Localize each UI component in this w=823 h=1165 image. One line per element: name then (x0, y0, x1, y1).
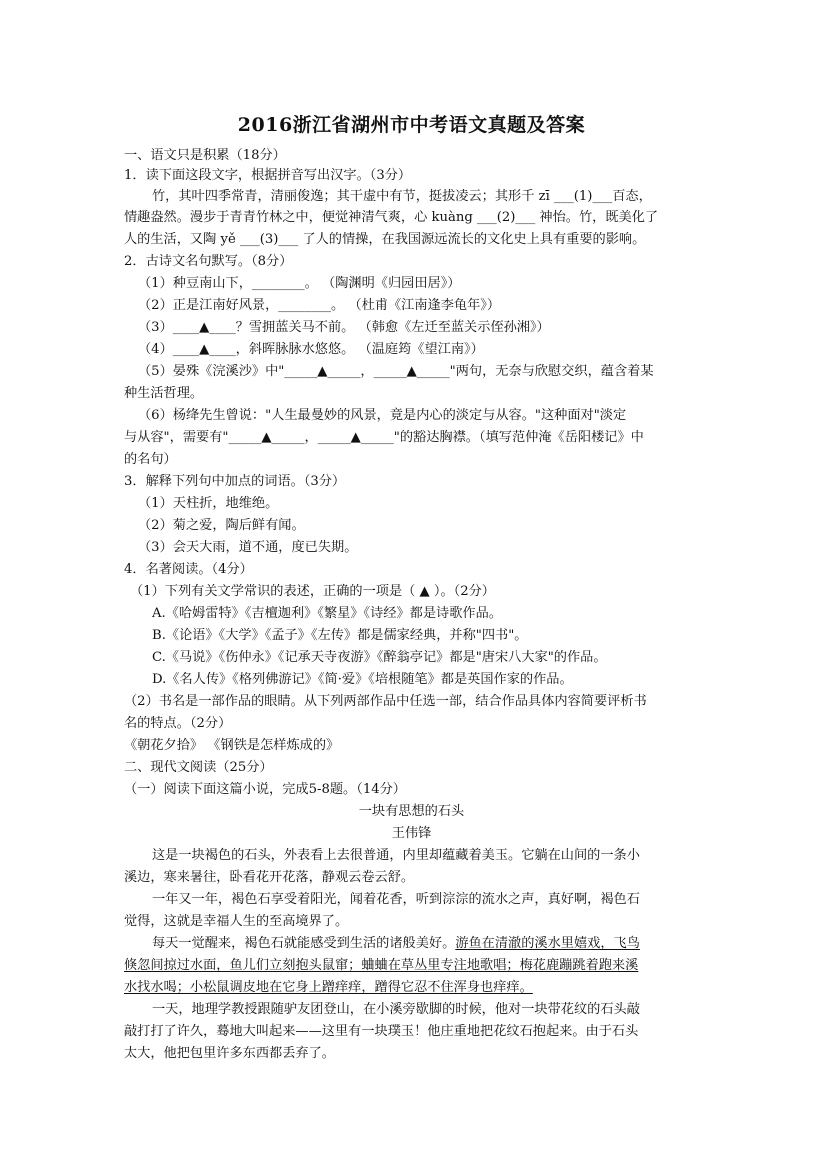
text-line-l05: 人的生活，又陶 yě ___(3)___ 了人的情操，在我国源远流长的文化史上具有重要的影响。 (124, 232, 646, 247)
text-line-l19: （3）会天大雨，道不通，度已失期。 (138, 540, 358, 555)
story-author: 王伟锋 (391, 826, 432, 841)
text-line-l13: （6）杨绛先生曾说："人生最曼妙的风景，竟是内心的淡定与从容。"这种面对"淡定 (138, 408, 627, 423)
text-line-l10: （4）____▲____，斜晖脉脉水悠悠。 （温庭筠《望江南》） (138, 342, 484, 357)
text-line-l09: （3）____▲____？雪拥蓝关马不前。 （韩愈《左迁至蓝关示侄孙湘》） (138, 320, 550, 335)
text-line-l22: A.《哈姆雷特》《吉檀迦利》《繁星》《诗经》都是诗歌作品。 (152, 606, 502, 621)
text-line-l34: 溪边，寒来暑往，卧看花开花落，静观云卷云舒。 (124, 870, 415, 885)
page-title: 2016浙江省湖州市中考语文真题及答案 (237, 114, 586, 136)
text-line-l30: （一）阅读下面这篇小说，完成5-8题。（14分） (124, 782, 406, 797)
text-line-l06: 2．古诗文名句默写。（8分） (124, 254, 293, 269)
text-line-l08: （2）正是江南好风景，________。 （杜甫《江南逢李龟年》） (138, 298, 501, 313)
story-paragraph-3-line-1 (152, 934, 640, 954)
text-line-l40: 一天，地理学教授跟随驴友团登山，在小溪旁歇脚的时候，他对一块带花纹的石头敲 (152, 1002, 640, 1017)
text-line-l25: D.《名人传》《格列佛游记》《简·爱》《培根随笔》都是英国作家的作品。 (152, 672, 573, 687)
text-line-l17: （1）天柱折，地维绝。 (138, 496, 279, 511)
text-line-l29: 二、现代文阅读（25分） (124, 760, 273, 775)
story-paragraph-3-line-3: 水找水喝；小松鼠调皮地在它身上蹭痒痒，蹭得它忍不住浑身也痒痒。 (124, 980, 533, 995)
text-line-l16: 3．解释下列句中加点的词语。（3分） (124, 474, 346, 489)
text-line-l41: 敲打打了许久，蓦地大叫起来——这里有一块璞玉！他庄重地把花纹石抱起来。由于石头 (124, 1024, 639, 1039)
text-line-l23: B.《论语》《大学》《孟子》《左传》都是儒家经典，并称"四书"。 (152, 628, 528, 643)
text-line-l02: 1．读下面这段文字，根据拼音写出汉字。（3分） (124, 168, 412, 183)
paragraph-text: 每天一觉醒来，褐色石就能感受到生活的诸般美好。 (152, 936, 456, 951)
text-line-l15: 的名句） (124, 452, 177, 467)
text-line-l18: （2）菊之爱，陶后鲜有闻。 (138, 518, 305, 533)
text-line-l20: 4．名著阅读。（4分） (124, 562, 253, 577)
text-line-l24: C.《马说》《伤仲永》《记承天寺夜游》《醉翁亭记》都是"唐宋八大家"的作品。 (152, 650, 607, 665)
text-line-l28: 《朝花夕拾》 《钢铁是怎样炼成的》 (124, 738, 340, 753)
text-line-l03: 竹，其叶四季常青，清丽俊逸；其干虚中有节，挺拔凌云；其形千 zī ___(1)___百态， (152, 189, 652, 204)
text-line-l14: 与从容"，需要有"_____▲_____，_____▲_____"的豁达胸襟。（填写范仲淹《岳阳楼记》中 (124, 430, 644, 445)
text-line-l27: 名的特点。（2分） (124, 716, 232, 731)
text-line-l36: 觉得，这就是幸福人生的至高境界了。 (124, 914, 349, 929)
text-line-l04: 情趣盎然。漫步于青青竹林之中，便觉神清气爽，心 kuàng ___(2)___ 神怡。竹，既美化了 (124, 210, 659, 225)
underlined-text: 游鱼在清澈的溪水里嬉戏，飞鸟 (455, 936, 640, 951)
text-line-l07: （1）种豆南山下，________。 （陶渊明《归园田居》） (138, 276, 461, 291)
text-line-l35: 一年又一年，褐色石享受着阳光，闻着花香，听到淙淙的流水之声，真好啊，褐色石 (152, 892, 640, 907)
story-paragraph-3-line-2: 倏忽间掠过水面，鱼儿们立刻抱头鼠窜；蛐蛐在草丛里专注地歌唱；梅花鹿蹦跳着跑来溪 (124, 958, 639, 973)
text-line-l42: 太大，他把包里许多东西都丢弃了。 (124, 1046, 335, 1061)
text-line-l01: 一、语文只是积累（18分） (124, 148, 286, 163)
text-line-l33: 这是一块褐色的石头，外表看上去很普通，内里却蕴藏着美玉。它躺在山间的一条小 (152, 848, 640, 863)
text-line-l12: 种生活哲理。 (124, 386, 204, 401)
story-title: 一块有思想的石头 (358, 804, 465, 819)
text-line-l21: （1）下列有关文学常识的表述，正确的一项是（ ▲ ）。（2分） (130, 584, 495, 599)
text-line-l26: （2）书名是一部作品的眼睛。从下列两部作品中任选一部，结合作品具体内容简要评析书 (124, 694, 647, 709)
text-line-l11: （5）晏殊《浣溪沙》中"_____▲_____，_____▲_____"两句，无奈与欣慰交织，蕴含着某 (138, 364, 654, 379)
